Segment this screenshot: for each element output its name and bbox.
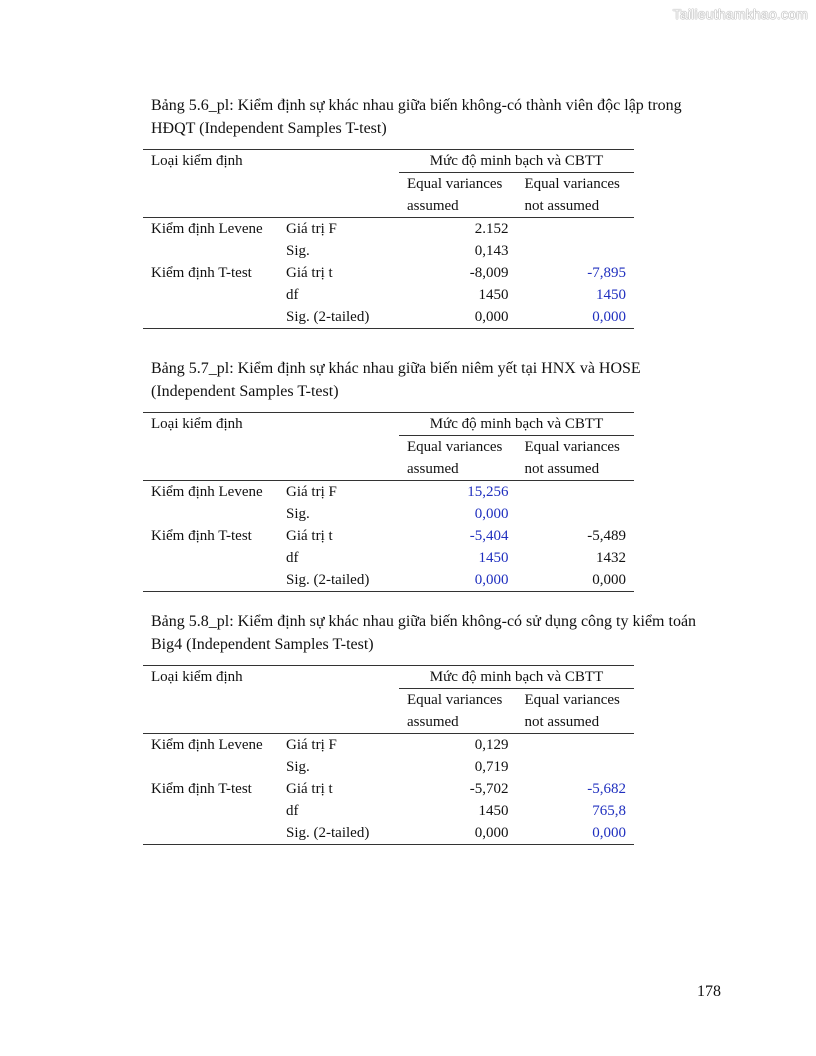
- row-label: df: [286, 803, 299, 819]
- table-header-row: [143, 150, 634, 173]
- row-group-label: Kiểm định T-test: [151, 528, 252, 544]
- row-label: Giá trị F: [286, 737, 337, 753]
- table-header-row: [143, 666, 634, 689]
- col-neq-header-2: not assumed: [517, 458, 635, 481]
- table-row: [143, 822, 634, 845]
- cell-value-highlighted: -7,895: [587, 265, 626, 281]
- row-group-label: Kiểm định T-test: [151, 265, 252, 281]
- table-row: [143, 262, 634, 284]
- table-row: [143, 569, 634, 592]
- col-neq-header-2: not assumed: [517, 711, 635, 734]
- cell-value-highlighted: 1450: [478, 550, 509, 566]
- table-block-5-7: [143, 357, 713, 592]
- table-subheader-row: [143, 173, 634, 196]
- col-eq-header: Equal variances: [407, 176, 503, 192]
- table-row: [143, 503, 634, 525]
- table-subheader-row: [143, 711, 634, 734]
- table-caption: Bảng 5.8_pl: Kiểm định sự khác nhau giữa biến không-có sử dụng công ty kiểm toán Big4 (Independent Samples T-test): [151, 613, 697, 653]
- table-row: [143, 481, 634, 504]
- row-label: Sig. (2-tailed): [278, 569, 399, 592]
- page-number: 178: [697, 983, 721, 1000]
- row-label: Sig.: [286, 759, 310, 775]
- table-header-row: [143, 413, 634, 436]
- table-row: [143, 284, 634, 306]
- col-neq-header: Equal variances: [524, 439, 620, 455]
- cell-value: 0,000: [517, 569, 635, 592]
- cell-value-highlighted: 0,000: [517, 306, 635, 329]
- cell-value-highlighted: 0,000: [517, 822, 635, 845]
- t-test-table: [143, 665, 634, 845]
- col-type-header: Loại kiểm định: [143, 666, 278, 689]
- table-block-5-8: [143, 610, 713, 845]
- col-neq-header-2: not assumed: [517, 195, 635, 218]
- col-eq-header: Equal variances: [407, 439, 503, 455]
- row-label: Sig. (2-tailed): [278, 306, 399, 329]
- row-group-label: Kiểm định Levene: [151, 484, 263, 500]
- table-row: [143, 218, 634, 241]
- row-group-label: Kiểm định Levene: [151, 221, 263, 237]
- table-row: [143, 800, 634, 822]
- watermark-text: Tailieuthamkhao.com: [672, 6, 808, 22]
- row-label: Giá trị t: [286, 781, 333, 797]
- row-label: Sig. (2-tailed): [278, 822, 399, 845]
- row-label: df: [286, 287, 299, 303]
- table-row: [143, 306, 634, 329]
- col-eq-header-2: assumed: [399, 195, 517, 218]
- cell-value-highlighted: -5,682: [587, 781, 626, 797]
- cell-value: 0,129: [474, 737, 509, 753]
- table-subheader-row: [143, 689, 634, 712]
- col-group-header: Mức độ minh bạch và CBTT: [399, 666, 634, 689]
- t-test-table: [143, 149, 634, 329]
- row-label: Giá trị t: [286, 265, 333, 281]
- row-group-label: Kiểm định Levene: [151, 737, 263, 753]
- cell-value: -5,702: [469, 781, 509, 797]
- col-type-header: Loại kiểm định: [143, 150, 278, 173]
- table-row: [143, 734, 634, 757]
- cell-value: 0,719: [474, 759, 509, 775]
- table-row: [143, 778, 634, 800]
- row-label: Giá trị F: [286, 484, 337, 500]
- cell-value: 1450: [478, 287, 509, 303]
- col-type-header: Loại kiểm định: [143, 413, 278, 436]
- col-group-header: Mức độ minh bạch và CBTT: [399, 413, 634, 436]
- table-subheader-row: [143, 458, 634, 481]
- row-label: df: [286, 550, 299, 566]
- row-label: Giá trị F: [286, 221, 337, 237]
- row-group-label: Kiểm định T-test: [151, 781, 252, 797]
- cell-value: 0,143: [474, 243, 509, 259]
- table-subheader-row: [143, 436, 634, 459]
- table-row: [143, 547, 634, 569]
- cell-value: 0,000: [399, 822, 517, 845]
- col-neq-header: Equal variances: [524, 176, 620, 192]
- col-neq-header: Equal variances: [524, 692, 620, 708]
- col-eq-header: Equal variances: [407, 692, 503, 708]
- table-subheader-row: [143, 195, 634, 218]
- cell-value-highlighted: 0,000: [399, 569, 517, 592]
- table-row: [143, 525, 634, 547]
- table-row: [143, 240, 634, 262]
- table-block-5-6: [143, 94, 713, 329]
- cell-value: -5,489: [587, 528, 626, 544]
- t-test-table: [143, 412, 634, 592]
- table-row: [143, 756, 634, 778]
- cell-value-highlighted: 1450: [596, 287, 626, 303]
- cell-value: 2.152: [474, 221, 509, 237]
- table-caption: Bảng 5.6_pl: Kiểm định sự khác nhau giữa biến không-có thành viên độc lập trong HĐQT (Independent Samples T-test): [151, 97, 682, 137]
- row-label: Giá trị t: [286, 528, 333, 544]
- cell-value-highlighted: 0,000: [474, 506, 509, 522]
- col-eq-header-2: assumed: [399, 458, 517, 481]
- row-label: Sig.: [286, 506, 310, 522]
- col-group-header: Mức độ minh bạch và CBTT: [399, 150, 634, 173]
- cell-value: 1450: [478, 803, 509, 819]
- cell-value: -8,009: [469, 265, 509, 281]
- row-label: Sig.: [286, 243, 310, 259]
- cell-value-highlighted: -5,404: [469, 528, 509, 544]
- cell-value-highlighted: 15,256: [467, 484, 509, 500]
- col-eq-header-2: assumed: [399, 711, 517, 734]
- table-caption: Bảng 5.7_pl: Kiểm định sự khác nhau giữa biến niêm yết tại HNX và HOSE (Independent Samples T-test): [151, 360, 641, 400]
- cell-value: 0,000: [399, 306, 517, 329]
- cell-value: 1432: [596, 550, 626, 566]
- cell-value-highlighted: 765,8: [592, 803, 626, 819]
